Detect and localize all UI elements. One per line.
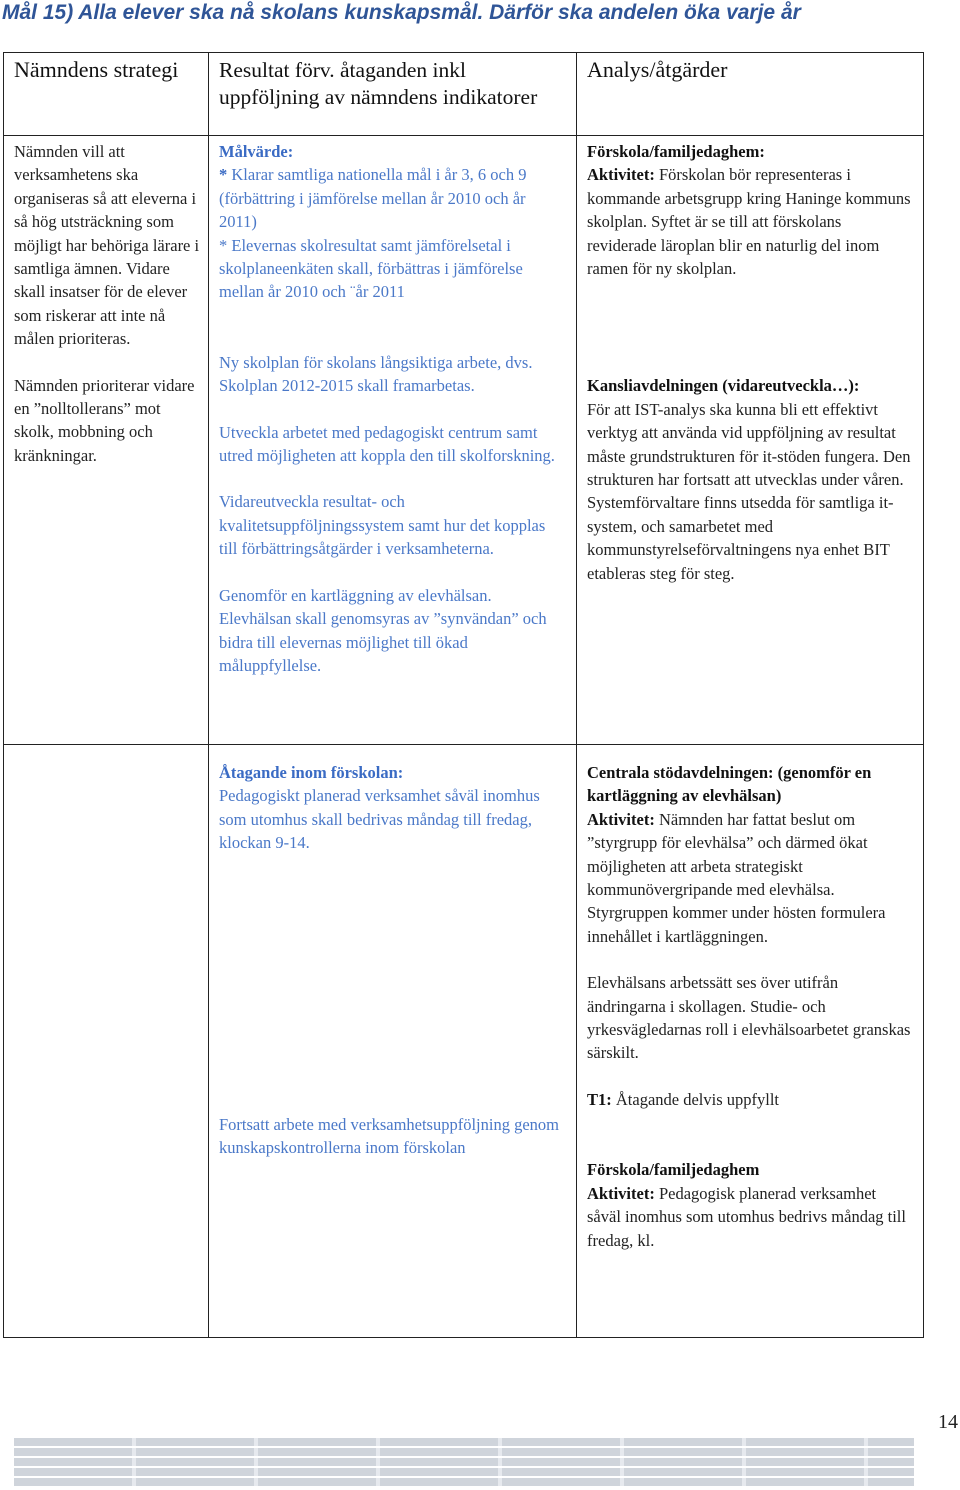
uppfoljning-text: Fortsatt arbete med verksamhetsuppföljning genom kunskapskontrollerna inom förskolan — [219, 1114, 560, 1158]
forskola2-text: Pedagogisk planerad verksamhet såväl inomhus som utomhus bedrivs måndag till fredag, kl. — [587, 1183, 906, 1250]
strategy-cell-empty — [4, 745, 209, 1338]
analysis-text-forskola: Förskolan bör representeras i kommande arbetsgrupp kring Haninge kommuns skolplan. Syftet är se till att förskolans reviderade läroplan blir en naturlig del inom ramen för ny skolplan. — [587, 165, 911, 279]
malvarde-star: * — [219, 165, 228, 185]
header-cell-results — [209, 53, 577, 136]
column-header-analysis: Analys/åtgärder — [587, 57, 728, 82]
central-heading: Centrala stödavdelningen: (genomför en kartläggning av elevhälsan) — [587, 763, 872, 806]
content-row-2 — [4, 745, 924, 1338]
column-header-results: Resultat förv. åtaganden inkl uppföljning av nämndens indikatorer — [219, 58, 538, 109]
t1-text: Åtagande delvis uppfyllt — [615, 1089, 780, 1109]
elevhalsa-text: Elevhälsans arbetssätt ses över utifrån ändringarna i skollagen. Studie- och yrkesvägledarnas roll i elevhälsoarbetet granskas särskilt. — [587, 973, 911, 1063]
forskola2-aktivitet-label: Aktivitet: — [587, 1183, 655, 1203]
strategy-paragraph-1: Nämnden vill att verksamhetens ska organiseras så att eleverna i så hög utsträckning som möjligt har behöriga lärare i samtliga ämnen. Vidare skall insatser för de elever som riskerar att inte nå målen prioriteras. — [14, 142, 200, 349]
aktivitet-label: Aktivitet: — [587, 165, 655, 185]
malvarde-text-2: * Elevernas skolresultat samt jämförelsetal i skolplaneenkäten skall, förbättras i jämförelse mellan år 2010 och ¨år 2011 — [219, 235, 523, 302]
results-paragraph-kvalitet: Vidareutveckla resultat- och kvalitetsuppföljningssystem samt hur det kopplas till förbättringsåtgärder i verksamheterna. — [219, 492, 546, 559]
footer-decoration — [14, 1438, 914, 1486]
central-aktivitet-label: Aktivitet: — [587, 809, 655, 829]
atagande-block — [219, 761, 566, 855]
header-row — [4, 53, 924, 136]
t1-label: T1: — [587, 1089, 612, 1109]
results-cell-1 — [209, 136, 577, 745]
results-cell-2 — [209, 745, 577, 1338]
header-cell-strategy — [4, 53, 209, 136]
analysis-block-forskola — [587, 140, 913, 280]
forskola2-heading: Förskola/familjedaghem — [587, 1160, 760, 1180]
results-paragraph-elevhalsa: Genomför en kartläggning av elevhälsan. Elevhälsan skall genomsyras av ”synvändan” och bidra till elevernas möjlighet till ökad måluppfyllelse. — [219, 585, 547, 675]
atagande-heading: Åtagande inom förskolan: — [219, 763, 404, 782]
content-row-1 — [4, 136, 924, 745]
strategy-table — [3, 52, 924, 1338]
column-header-strategy: Nämndens strategi — [14, 57, 179, 82]
atagande-text: Pedagogiskt planerad verksamhet såväl inomhus som utomhus skall bedrivas måndag till fredag, klockan 9-14. — [219, 786, 540, 853]
analysis-text-kansli: För att IST-analys ska kunna bli ett effektivt verktyg att använda vid uppföljning av resultat måste grundstrukturen för it-stöden fungera. Den strukturen har fortsatt att utvecklas under våren. Systemförvaltare finns utsedda för samtliga it-system, och samarbetet med kommunstyrelseförvaltningens nya enhet BIT etableras steg för steg. — [587, 399, 911, 583]
results-paragraph-pedagogiskt: Utveckla arbetet med pedagogiskt centrum samt utred möjligheten att koppla den till skolforskning. — [219, 422, 555, 466]
page-heading: Mål 15) Alla elever ska nå skolans kunskapsmål. Därför ska andelen öka varje år — [2, 1, 801, 24]
central-text: Nämnden har fattat beslut om ”styrgrupp för elevhälsa” och därmed ökat möjligheten att arbeta strategiskt kommunövergripande med elevhälsa. Styrgruppen kommer under hösten formulera innehållet i kartläggningen. — [587, 809, 886, 946]
header-cell-analysis — [577, 53, 924, 136]
analysis-cell-2 — [577, 745, 924, 1338]
t1-block — [587, 1088, 913, 1111]
page-number: 14 — [938, 1411, 958, 1433]
analysis-heading-forskola: Förskola/familjedaghem: — [587, 142, 765, 161]
analysis-block-kansli — [587, 374, 913, 585]
analysis-heading-kansli: Kansliavdelningen (vidareutveckla…): — [587, 376, 860, 396]
central-block — [587, 761, 913, 948]
strategy-paragraph-2: Nämnden prioriterar vidare en ”nolltollerans” mot skolk, mobbning och kränkningar. — [14, 375, 195, 465]
analysis-cell-1 — [577, 136, 924, 745]
strategy-cell — [4, 136, 209, 745]
results-paragraph-skolplan: Ny skolplan för skolans långsiktiga arbete, dvs. Skolplan 2012-2015 skall framarbetas. — [219, 352, 533, 396]
malvarde-label: Målvärde: — [219, 142, 294, 161]
forskola2-block — [587, 1158, 913, 1252]
malvarde-text: Klarar samtliga nationella mål i år 3, 6 och 9 (förbättring i jämförelse mellan år 2010 och år 2011) — [219, 165, 527, 232]
malvarde-block — [219, 140, 566, 304]
